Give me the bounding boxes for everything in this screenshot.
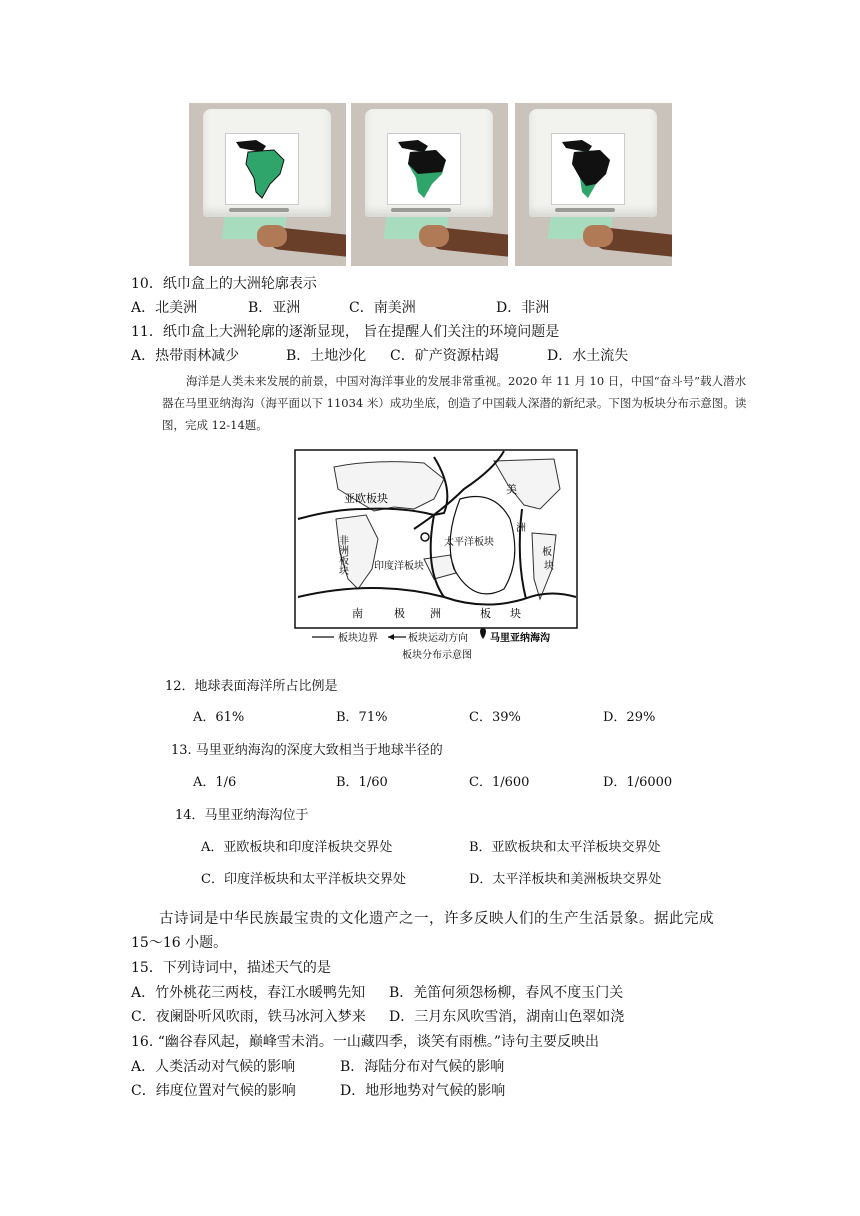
label-american-3: 板 (542, 547, 552, 558)
legend-trench: 马里亚纳海沟 (490, 633, 550, 644)
option-d: D．太平洋板块和美洲板块交界处 (469, 872, 662, 887)
option-a: A．人类活动对气候的影响 (131, 1059, 296, 1075)
label-african-plate: 非洲板块 (336, 535, 348, 575)
box-window (225, 133, 299, 205)
option-c: C．夜阑卧听风吹雨，铁马冰河入梦来 (131, 1009, 366, 1025)
label-antarctic-3: 洲 (430, 607, 441, 620)
option-a: A．北美洲 (131, 300, 198, 316)
option-a: A．竹外桃花三两枝，春江水暖鸭先知 (131, 985, 366, 1001)
option-d: D．地形地势对气候的影响 (340, 1083, 506, 1099)
label-pacific-plate: 太平洋板块 (444, 537, 494, 548)
passage-line-2: 器在马里亚纳海沟（海平面以下 11034 米）成功坐底，创造了中国载人深潜的新纪录。下图为板块分布示意图。读 (162, 396, 747, 410)
question-16-stem: 16. “幽谷春风起，巅峰雪未消。一山藏四季，谈笑有雨樵。”诗句主要反映出 (131, 1034, 600, 1050)
plate-map (294, 449, 580, 664)
option-b: B．土地沙化 (286, 348, 367, 364)
option-b: B．1/60 (336, 775, 388, 790)
tissue-box-photo-2 (351, 103, 508, 266)
poem-passage-line-1: 古诗词是中华民族最宝贵的文化遗产之一，许多反映人们的生产生活景象。据此完成 (159, 911, 714, 927)
poem-passage-line-2: 15～16 小题。 (131, 935, 228, 951)
question-12-stem: 12．地球表面海洋所占比例是 (165, 679, 338, 694)
option-d: D．非洲 (496, 300, 550, 316)
south-america-outline-2 (388, 134, 460, 204)
label-antarctic-5: 块 (510, 607, 521, 620)
question-13-stem: 13. 马里亚纳海沟的深度大致相当于地球半径的 (171, 743, 443, 758)
south-america-outline-3 (552, 134, 624, 204)
legend-direction: 板块运动方向 (408, 633, 468, 644)
option-a: A．1/6 (193, 775, 237, 790)
option-b: B．亚洲 (248, 300, 301, 316)
option-a: A．61% (193, 710, 245, 725)
option-d: D．水土流失 (547, 348, 629, 364)
option-d: D．三月东风吹雪消，湖南山色翠如浇 (389, 1009, 625, 1025)
option-b: B．亚欧板块和太平洋板块交界处 (469, 840, 661, 855)
label-antarctic-2: 极 (394, 607, 405, 620)
box-window (551, 133, 625, 205)
map-caption: 板块分布示意图 (402, 650, 472, 661)
label-antarctic-1: 南 (352, 607, 363, 620)
option-d: D．29% (603, 710, 656, 725)
label-american-2: 洲 (516, 523, 526, 534)
label-american-1: 美 (506, 483, 517, 496)
question-11-stem: 11．纸巾盒上大洲轮廓的逐渐显现， 旨在提醒人们关注的环境问题是 (131, 324, 560, 340)
option-c: C．纬度位置对气候的影响 (131, 1083, 296, 1099)
south-america-outline-1 (226, 134, 298, 204)
legend-boundary: 板块边界 (338, 633, 378, 644)
option-d: D．1/6000 (603, 775, 673, 790)
passage-line-1: 海洋是人类未来发展的前景，中国对海洋事业的发展非常重视。2020 年 11 月 10 日，中国“奋斗号”载人潜水 (186, 374, 747, 388)
box-window (387, 133, 461, 205)
option-b: B．71% (336, 710, 388, 725)
option-a: A．热带雨林减少 (131, 348, 240, 364)
question-15-stem: 15．下列诗词中，描述天气的是 (131, 960, 331, 976)
question-14-stem: 14．马里亚纳海沟位于 (175, 808, 309, 823)
option-b: B．海陆分布对气候的影响 (340, 1059, 505, 1075)
question-10-stem: 10．纸巾盒上的大洲轮廓表示 (131, 276, 317, 292)
label-american-4: 块 (544, 561, 554, 572)
label-indian-ocean-plate: 印度洋板块 (374, 561, 424, 572)
option-a: A．亚欧板块和印度洋板块交界处 (201, 840, 393, 855)
option-b: B．羌笛何须怨杨柳，春风不度玉门关 (389, 985, 624, 1001)
tissue-box-photo-1 (189, 103, 346, 266)
option-c: C．矿产资源枯竭 (390, 348, 499, 364)
option-c: C．39% (469, 710, 521, 725)
passage-line-3: 图，完成 12-14题。 (162, 418, 268, 432)
tissue-box-photo-3 (515, 103, 672, 266)
label-eurasian-plate: 亚欧板块 (344, 492, 388, 505)
label-antarctic-4: 板 (480, 607, 491, 620)
option-c: C．1/600 (469, 775, 530, 790)
option-c: C．南美洲 (349, 300, 416, 316)
option-c: C．印度洋板块和太平洋板块交界处 (201, 872, 406, 887)
